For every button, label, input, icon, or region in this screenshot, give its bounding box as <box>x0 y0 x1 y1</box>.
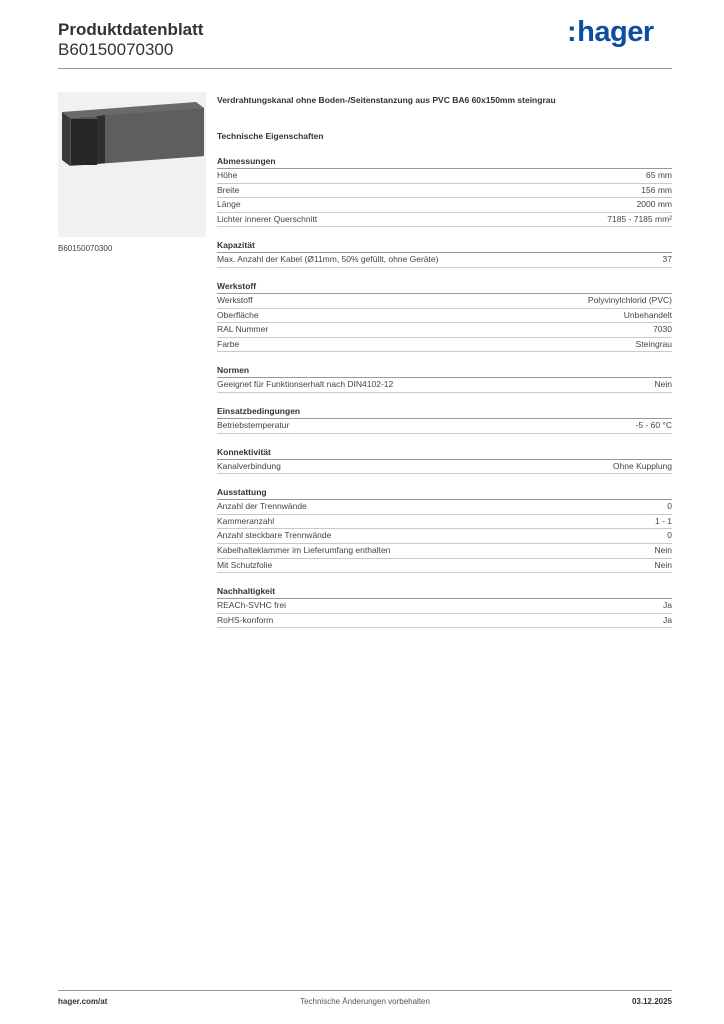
section-heading: Werkstoff <box>217 280 672 294</box>
document-title: Produktdatenblatt <box>58 20 204 39</box>
property-value: Unbehandelt <box>623 309 672 320</box>
property-value: Nein <box>654 559 672 570</box>
property-value: Polyvinylchlorid (PVC) <box>587 294 672 305</box>
property-label: Max. Anzahl der Kabel (Ø11mm, 50% gefüllt, ohne Geräte) <box>217 254 439 265</box>
cable-duct-illustration <box>58 92 206 237</box>
section-heading: Ausstattung <box>217 486 672 500</box>
property-label: REACh-SVHC frei <box>217 600 286 611</box>
product-image <box>58 92 206 237</box>
property-section <box>217 280 672 352</box>
page-header <box>58 20 203 60</box>
property-section <box>217 486 672 573</box>
property-section <box>217 239 672 268</box>
property-row <box>217 500 672 515</box>
property-value: 65 mm <box>646 170 672 180</box>
property-row <box>217 294 672 309</box>
section-heading: Kapazität <box>217 239 672 253</box>
property-label: Geeignet für Funktionserhalt nach DIN4102-12 <box>217 379 394 390</box>
footer-divider <box>58 990 672 991</box>
property-label: Werkstoff <box>217 294 253 305</box>
property-label: Anzahl der Trennwände <box>217 501 307 512</box>
logo-text: hager <box>577 16 654 48</box>
property-label: Kabelhalteklammer im Lieferumfang enthalten <box>217 544 391 555</box>
property-label: Mit Schutzfolie <box>217 559 273 570</box>
property-row <box>217 338 672 353</box>
datasheet-content <box>217 94 672 640</box>
property-label: Anzahl steckbare Trennwände <box>217 530 332 541</box>
property-value: 37 <box>662 254 672 265</box>
property-value: Nein <box>654 379 672 390</box>
property-label: Kammeranzahl <box>217 515 275 526</box>
property-row <box>217 198 672 213</box>
section-heading: Abmessungen <box>217 155 672 169</box>
product-code: B60150070300 <box>58 40 174 59</box>
property-label: Farbe <box>217 338 240 349</box>
hager-logo: :hager <box>567 16 654 48</box>
property-label: Kanalverbindung <box>217 460 281 471</box>
property-section <box>217 585 672 628</box>
property-label: Höhe <box>217 170 238 180</box>
property-label: Breite <box>217 184 240 195</box>
property-section <box>217 364 672 393</box>
property-row <box>217 184 672 199</box>
footer-date: 03.12.2025 <box>631 997 672 1006</box>
property-label: RoHS-konform <box>217 614 274 625</box>
property-row <box>217 378 672 393</box>
property-row <box>217 323 672 338</box>
property-section <box>217 405 672 434</box>
property-label: RAL Nummer <box>217 324 269 335</box>
property-value: 1 - 1 <box>654 515 672 526</box>
property-label: Länge <box>217 199 241 210</box>
section-heading: Konnektivität <box>217 446 672 460</box>
header-divider <box>58 68 672 69</box>
property-value: 7030 <box>653 324 672 335</box>
property-row <box>217 599 672 614</box>
image-caption: B60150070300 <box>58 244 113 253</box>
property-row <box>217 460 672 475</box>
property-row <box>217 169 672 184</box>
property-value: -5 - 60 °C <box>635 419 672 430</box>
property-row <box>217 614 672 629</box>
property-section <box>217 155 672 227</box>
property-value: 7185 - 7185 mm² <box>607 213 672 224</box>
product-title: Verdrahtungskanal ohne Boden-/Seitenstanzung aus PVC BA6 60x150mm steingrau <box>217 95 556 105</box>
property-value: Ja <box>663 614 672 625</box>
property-value: 0 <box>667 501 672 512</box>
property-row <box>217 544 672 559</box>
property-value: Steingrau <box>635 338 672 349</box>
section-heading: Nachhaltigkeit <box>217 585 672 599</box>
property-value: Ja <box>663 600 672 611</box>
property-value: 2000 mm <box>636 199 672 210</box>
property-section <box>217 446 672 475</box>
footer-notice: Technische Änderungen vorbehalten <box>300 997 430 1006</box>
section-heading: Normen <box>217 364 672 378</box>
property-row <box>217 309 672 324</box>
property-value: Nein <box>654 544 672 555</box>
property-label: Lichter innerer Querschnitt <box>217 213 318 224</box>
property-value: 156 mm <box>641 184 672 195</box>
property-label: Oberfläche <box>217 309 259 320</box>
property-row <box>217 559 672 574</box>
property-label: Betriebstemperatur <box>217 419 290 430</box>
property-value: Ohne Kupplung <box>612 460 672 471</box>
property-row <box>217 213 672 228</box>
property-sections <box>217 155 672 628</box>
footer-website[interactable]: hager.com/at <box>58 997 108 1006</box>
property-row <box>217 419 672 434</box>
property-value: 0 <box>667 530 672 541</box>
properties-heading: Technische Eigenschaften <box>217 131 324 141</box>
property-row <box>217 529 672 544</box>
property-row <box>217 253 672 268</box>
section-heading: Einsatzbedingungen <box>217 405 672 419</box>
property-row <box>217 515 672 530</box>
